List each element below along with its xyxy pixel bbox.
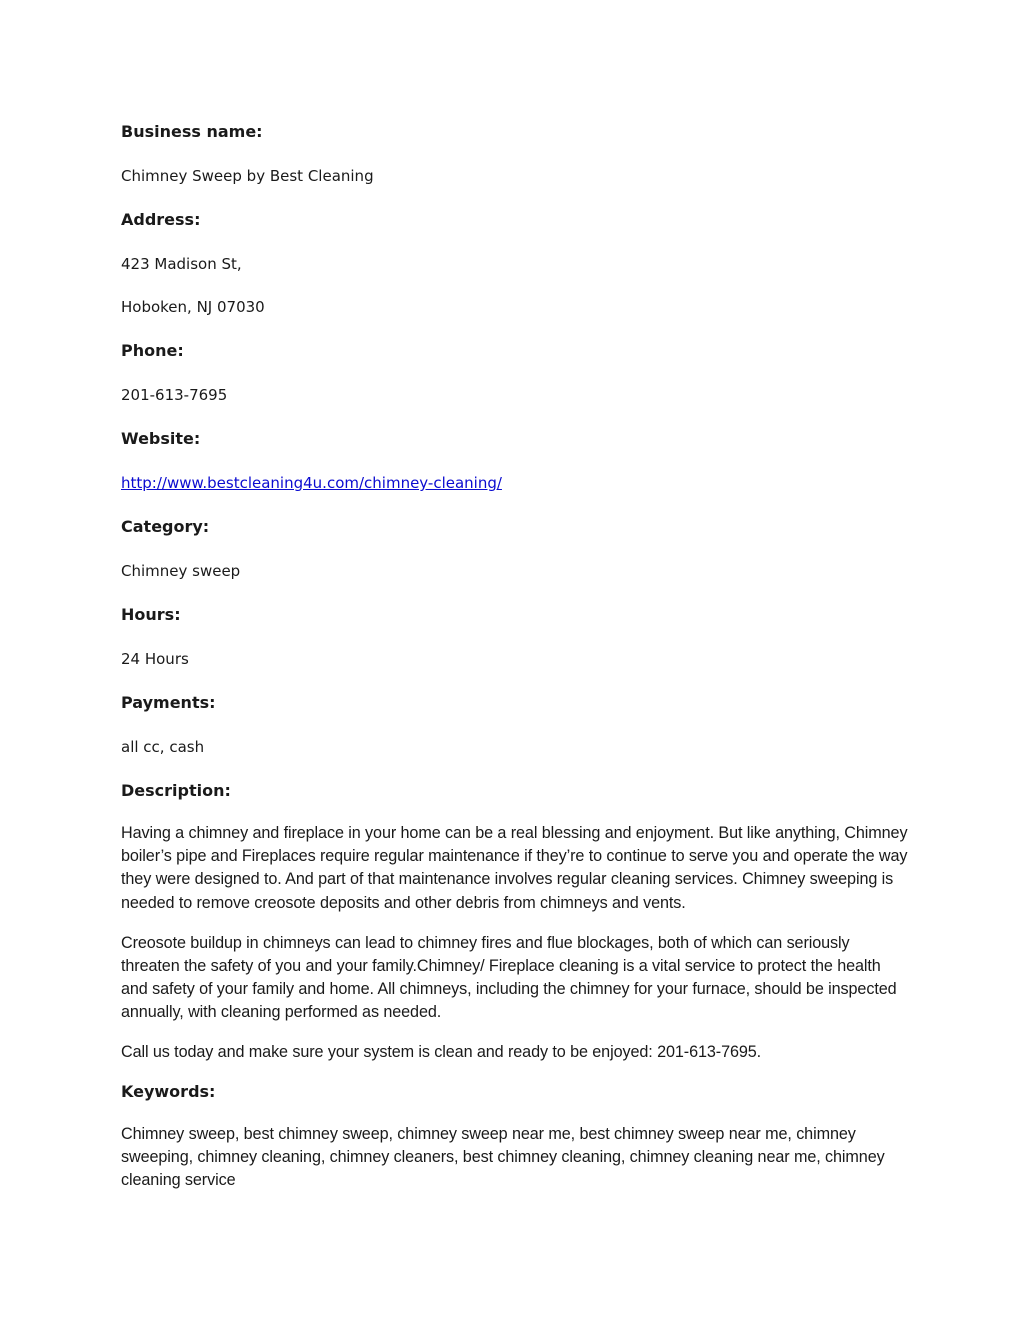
keywords-label: Keywords: [121,1081,216,1101]
phone-value: 201-613-7695 [121,386,228,404]
website-label: Website: [121,429,201,448]
payments-label: Payments: [121,693,216,712]
website-row [121,472,911,494]
website-link[interactable]: http://www.bestcleaning4u.com/chimney-cleaning/ [121,474,502,492]
category-value: Chimney sweep [121,562,241,580]
description-paragraph-3: Call us today and make sure your system is clean and ready to be enjoyed: 201-613-7695. [121,1042,762,1061]
keywords-text: Chimney sweep, best chimney sweep, chimney sweep near me, best chimney sweep near me, chimney sweeping, chimney cleaning, chimney cleaners, best chimney cleaning, chimney cleaning near me, chimney cleaning service [121,1124,885,1190]
address-label: Address: [121,210,201,229]
business-listing [121,121,911,1192]
description-label: Description: [121,781,231,800]
address-line-2: Hoboken, NJ 07030 [121,298,265,316]
description-paragraph-1: Having a chimney and fireplace in your home can be a real blessing and enjoyment. But like anything, Chimney boiler’s pipe and Fireplaces require regular maintenance if they’re to continue to serve you and operate the way they were designed to. And part of that maintenance involves regular cleaning services. Chimney sweeping is needed to remove creosote deposits and other debris from chimneys and vents. [121,824,908,912]
business-name-value: Chimney Sweep by Best Cleaning [121,167,374,185]
description-paragraph-2: Creosote buildup in chimneys can lead to chimney fires and flue blockages, both of which can seriously threaten the safety of you and your family.Chimney/ Fireplace cleaning is a vital service to protect the health and safety of your family and home. All chimneys, including the chimney for your furnace, should be inspected annually, with cleaning performed as needed. [121,933,897,1022]
address-line-1: 423 Madison St, [121,255,242,273]
phone-label: Phone: [121,341,184,360]
payments-value: all cc, cash [121,738,205,756]
business-name-label: Business name: [121,122,263,141]
category-label: Category: [121,517,210,536]
hours-value: 24 Hours [121,650,189,668]
hours-label: Hours: [121,605,181,624]
